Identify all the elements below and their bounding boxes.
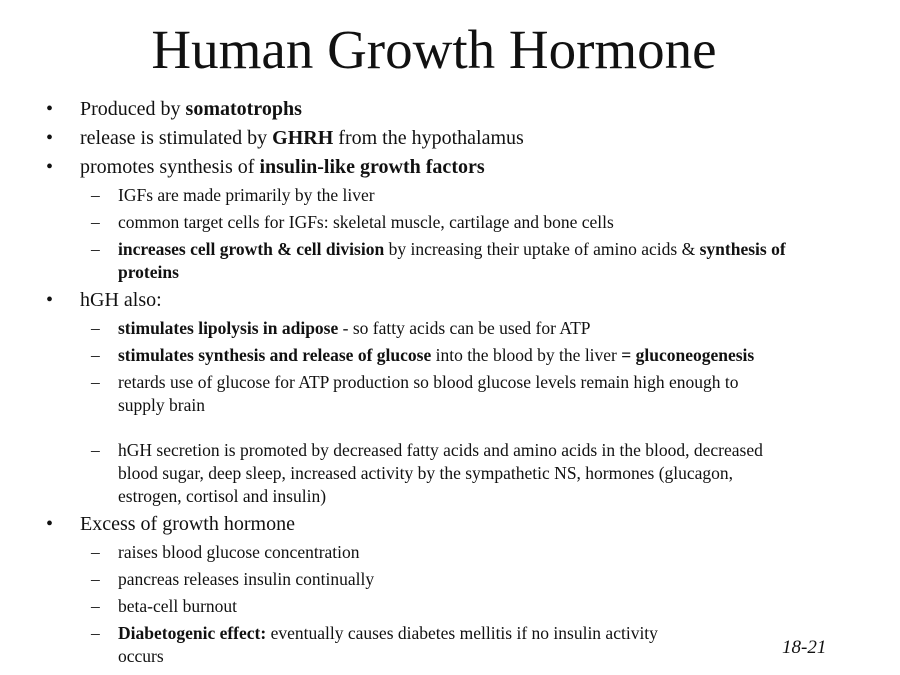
bullet-text: IGFs are made primarily by the liver	[118, 185, 375, 205]
bullet-text: promotes synthesis of insulin-like growth factors	[80, 156, 485, 178]
bullet-text: raises blood glucose concentration	[118, 542, 360, 562]
dash-icon: –	[91, 623, 100, 643]
sub-bullet-item	[0, 439, 900, 508]
sub-bullet-item	[0, 211, 900, 234]
dash-icon: –	[91, 345, 100, 365]
bullet-item	[0, 155, 900, 179]
bullet-item	[0, 126, 900, 150]
dash-icon: –	[91, 542, 100, 562]
bullet-text: beta-cell burnout	[118, 596, 238, 616]
bullet-item	[0, 512, 900, 536]
sub-bullet-item	[0, 371, 900, 417]
bullet-text: Diabetogenic effect: eventually causes diabetes mellitis if no insulin activity occurs	[118, 623, 658, 666]
dash-icon: –	[91, 372, 100, 392]
bullet-icon: •	[46, 98, 54, 120]
bullet-text: release is stimulated by GHRH from the hypothalamus	[80, 127, 524, 149]
bullet-icon: •	[46, 156, 54, 178]
bullet-text: Excess of growth hormone	[80, 513, 295, 535]
bullet-text: stimulates synthesis and release of glucose into the blood by the liver = gluconeogenesis	[118, 345, 755, 365]
bullet-item	[0, 288, 900, 312]
sub-bullet-item	[0, 344, 900, 367]
dash-icon: –	[91, 596, 100, 616]
sub-bullet-item	[0, 238, 900, 284]
sub-bullet-item	[0, 541, 900, 564]
slide-title: Human Growth Hormone	[151, 19, 717, 80]
dash-icon: –	[91, 185, 100, 205]
bullet-list	[0, 97, 900, 668]
bullet-text: common target cells for IGFs: skeletal muscle, cartilage and bone cells	[118, 212, 614, 232]
sub-bullet-item	[0, 568, 900, 591]
sub-bullet-item	[0, 184, 900, 207]
bullet-text: retards use of glucose for ATP production so blood glucose levels remain high enough to supply brain	[118, 372, 739, 415]
bullet-text: stimulates lipolysis in adipose - so fatty acids can be used for ATP	[118, 318, 591, 338]
dash-icon: –	[91, 318, 100, 338]
bullet-text: increases cell growth & cell division by increasing their uptake of amino acids & synthesis of proteins	[118, 239, 786, 282]
bullet-item	[0, 97, 900, 121]
bullet-icon: •	[46, 513, 54, 535]
bullet-text: hGH also:	[80, 289, 162, 311]
dash-icon: –	[91, 239, 100, 259]
sub-bullet-item	[0, 595, 900, 618]
page-number: 18-21	[782, 637, 827, 658]
sub-bullet-item	[0, 317, 900, 340]
dash-icon: –	[91, 569, 100, 589]
bullet-icon: •	[46, 289, 54, 311]
bullet-text: Produced by somatotrophs	[80, 98, 302, 120]
sub-bullet-item	[0, 622, 900, 668]
bullet-text: hGH secretion is promoted by decreased fatty acids and amino acids in the blood, decreased blood sugar, deep sleep, increased activity by the sympathetic NS, hormones (glucagon, estrogen, cortisol and insulin)	[118, 440, 763, 506]
dash-icon: –	[91, 440, 100, 460]
bullet-icon: •	[46, 127, 54, 149]
dash-icon: –	[91, 212, 100, 232]
bullet-text: pancreas releases insulin continually	[118, 569, 375, 589]
